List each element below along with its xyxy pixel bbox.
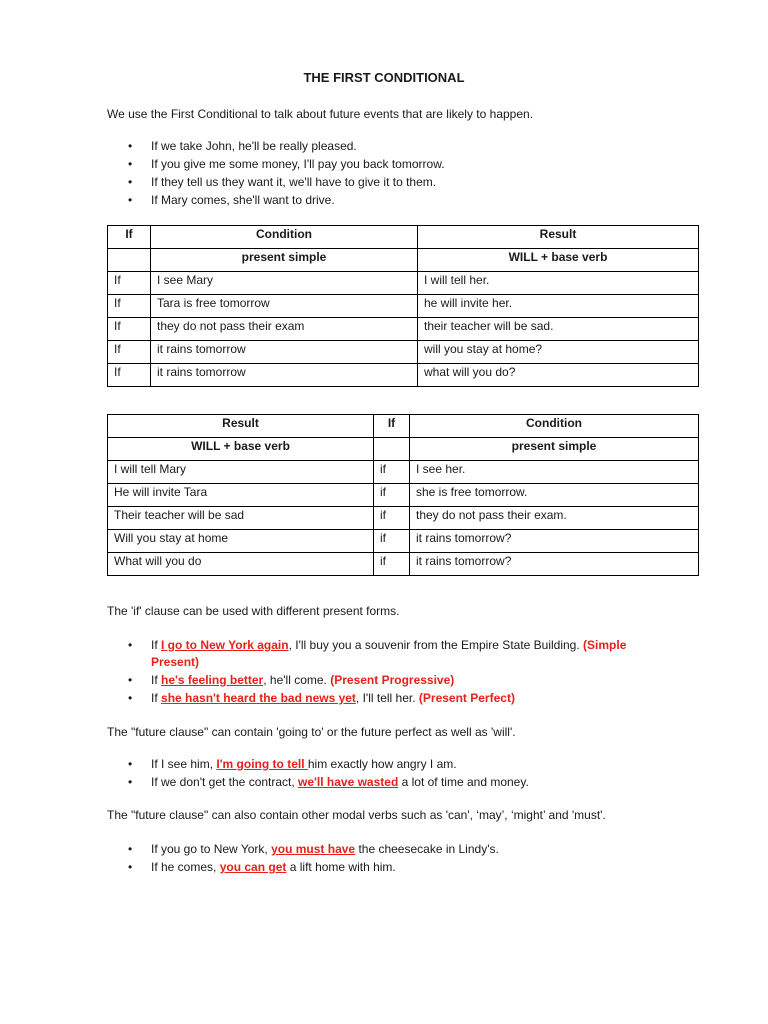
list-item [107,773,529,791]
table-header-cell [374,438,410,461]
plain-text: a lift home with him. [286,860,396,874]
example-list [107,137,445,209]
table-header-cell: Result [108,415,374,438]
table-cell: their teacher will be sad. [418,318,699,341]
plain-text: , I'll tell her. [355,691,419,705]
table-cell: If [108,341,151,364]
plain-text: , I'll buy you a souvenir from the Empire State Building. [288,638,584,652]
plain-text: If I see him, [151,757,217,771]
list-item [107,671,671,689]
intro-paragraph: We use the First Conditional to talk about future events that are likely to happen. [107,107,534,121]
table-header-cell: present simple [410,438,699,461]
table-cell: they do not pass their exam [151,318,418,341]
table-header-cell: present simple [151,249,418,272]
table-header-row [108,226,699,249]
list-item [107,689,671,707]
table-row [108,484,699,507]
highlighted-phrase: she hasn't heard the bad news yet [161,691,356,705]
table-cell: He will invite Tara [108,484,374,507]
list-item: • If they tell us they want it, we'll have to give it to them. [107,173,445,191]
table-cell: it rains tomorrow? [410,530,699,553]
table-row [108,364,699,387]
table-cell: If [108,272,151,295]
table-cell: Their teacher will be sad [108,507,374,530]
table-header-cell: Condition [410,415,699,438]
table-cell: she is free tomorrow. [410,484,699,507]
page-title: THE FIRST CONDITIONAL [303,70,465,85]
table-cell: they do not pass their exam. [410,507,699,530]
table-cell: Will you stay at home [108,530,374,553]
table-cell: it rains tomorrow [151,364,418,387]
table-header-cell: Result [418,226,699,249]
table-cell: it rains tomorrow [151,341,418,364]
list-item [107,755,529,773]
table-cell: what will you do? [418,364,699,387]
table-cell: If [108,364,151,387]
table-cell: it rains tomorrow? [410,553,699,576]
table-row [108,318,699,341]
table-cell: if [374,507,410,530]
plain-text: the cheesecake in Lindy's. [355,842,499,856]
table-cell: I will tell Mary [108,461,374,484]
plain-text: If [151,691,162,705]
future-clause-list [107,755,529,791]
table-row [108,341,699,364]
plain-text: If we don't get the contract, [151,775,299,789]
if-clause-paragraph: The 'if' clause can be used with different present forms. [107,604,400,618]
list-item: • If we take John, he'll be really pleased. [107,137,445,155]
table-cell: What will you do [108,553,374,576]
list-item [107,840,499,858]
table-row [108,295,699,318]
if-clause-list [107,637,671,707]
list-item: • If Mary comes, she'll want to drive. [107,191,445,209]
table-subheader-row [108,249,699,272]
table-header-cell: Condition [151,226,418,249]
tense-label: (Present Progressive) [330,673,455,687]
table-row [108,461,699,484]
list-item [107,637,671,671]
table-cell: I see Mary [151,272,418,295]
table-cell: I see her. [410,461,699,484]
modal-verbs-paragraph: The "future clause" can also contain other modal verbs such as 'can', ‘may’, ‘might’ and 'must'. [107,808,606,822]
plain-text: , he'll come. [263,673,331,687]
table-header-cell: If [374,415,410,438]
future-clause-paragraph: The "future clause" can contain 'going to' or the future perfect as well as 'will'. [107,725,516,739]
table-cell: if [374,461,410,484]
plain-text: If [151,638,162,652]
table-cell: Tara is free tomorrow [151,295,418,318]
table-row [108,272,699,295]
table-header-cell: If [108,226,151,249]
table-cell: he will invite her. [418,295,699,318]
table-cell: I will tell her. [418,272,699,295]
table-header-cell: WILL + base verb [418,249,699,272]
plain-text: him exactly how angry I am. [307,757,457,771]
table-cell: if [374,553,410,576]
if-condition-result-table [107,225,699,387]
highlighted-phrase: we'll have wasted [298,775,399,789]
plain-text: a lot of time and money. [398,775,529,789]
tense-label: (Present Perfect) [418,691,515,705]
list-item: • If you give me some money, I'll pay you back tomorrow. [107,155,445,173]
plain-text: If you go to New York, [151,842,272,856]
table-cell: if [374,530,410,553]
table-cell: will you stay at home? [418,341,699,364]
table-row [108,553,699,576]
table-header-row [108,415,699,438]
table-row [108,530,699,553]
table-cell: If [108,295,151,318]
tense-label: (Simple Present) [151,638,627,669]
highlighted-phrase: I go to New York again [161,638,289,652]
highlighted-phrase: he's feeling better [161,673,264,687]
table-cell: If [108,318,151,341]
modal-verbs-list [107,840,499,876]
highlighted-phrase: I'm going to tell [216,757,308,771]
highlighted-phrase: you can get [219,860,287,874]
table-header-cell [108,249,151,272]
highlighted-phrase: you must have [271,842,356,856]
plain-text: If [151,673,162,687]
plain-text: If he comes, [151,860,220,874]
table-header-cell: WILL + base verb [108,438,374,461]
table-row [108,507,699,530]
table-subheader-row [108,438,699,461]
table-cell: if [374,484,410,507]
list-item [107,858,499,876]
result-if-condition-table [107,414,699,576]
